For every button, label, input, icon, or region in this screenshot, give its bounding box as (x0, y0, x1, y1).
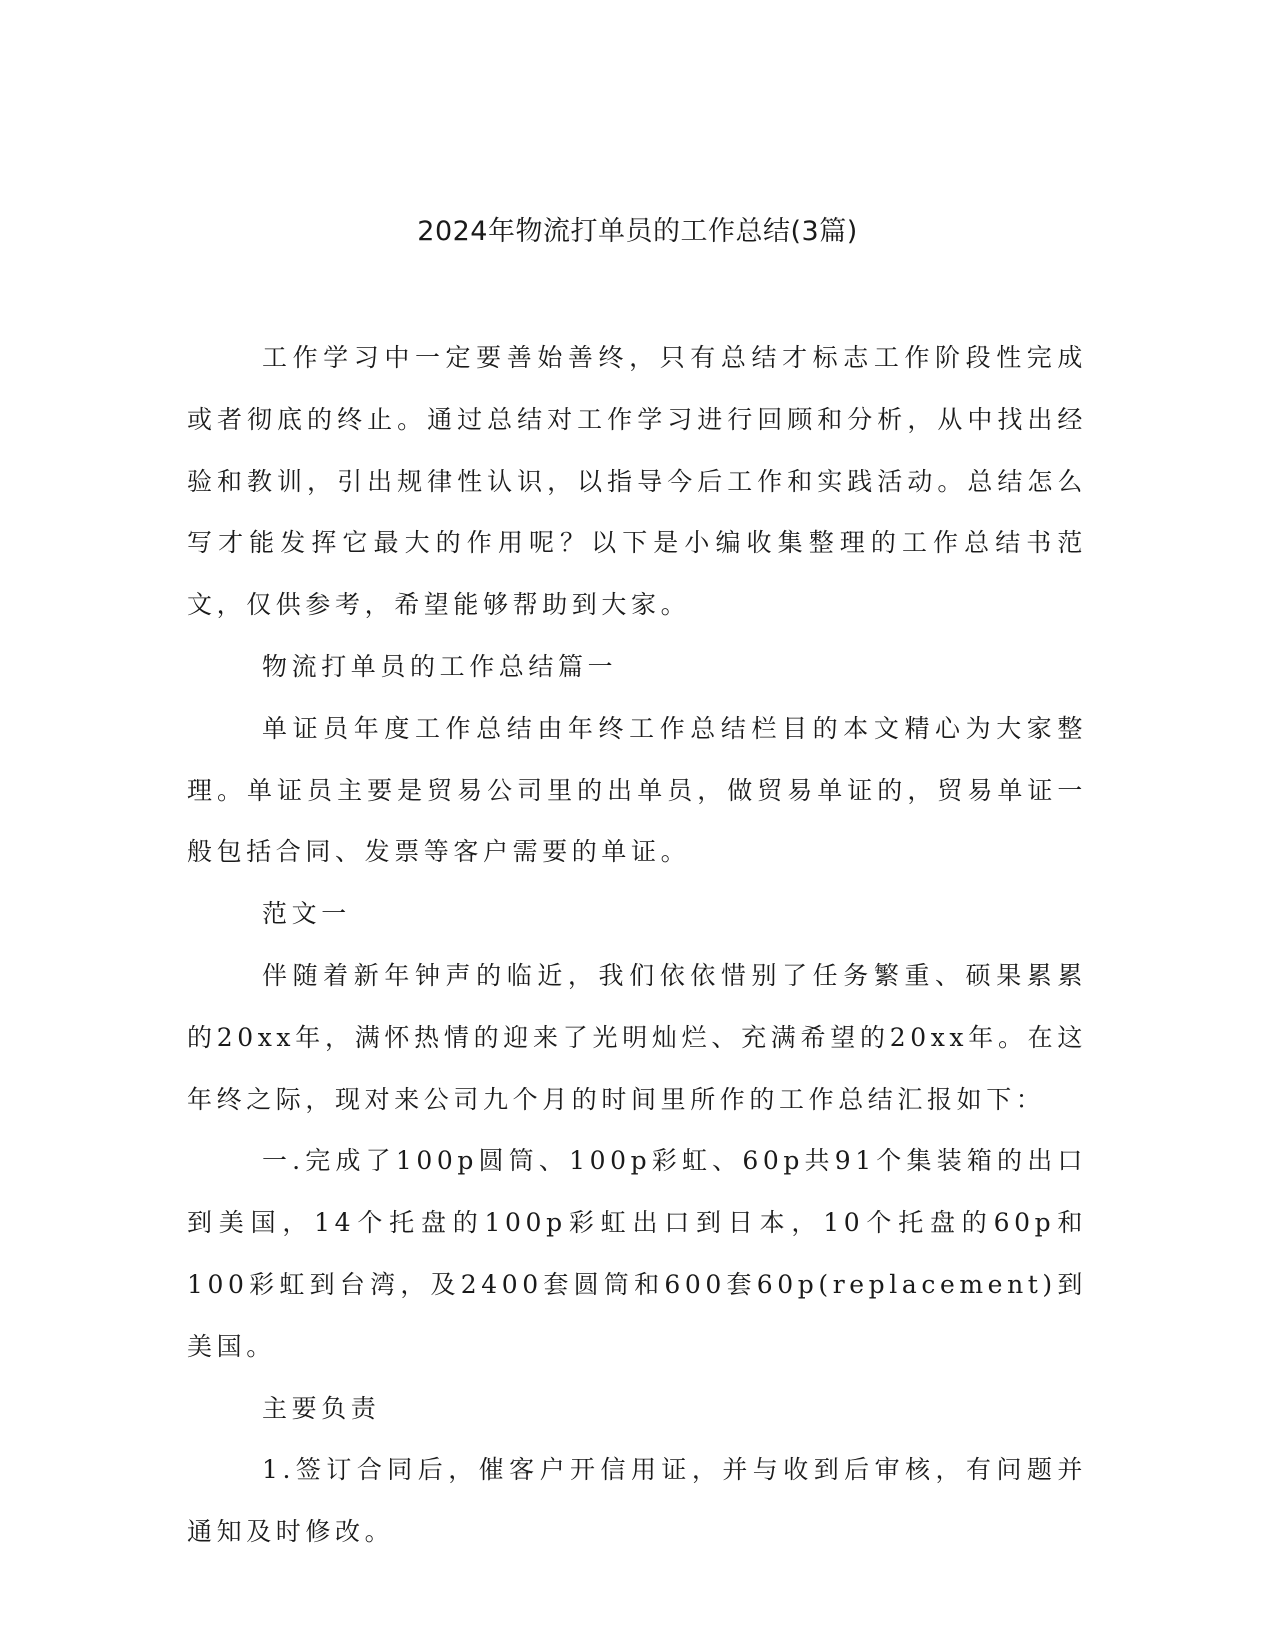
document-title: 2024年物流打单员的工作总结(3篇) (417, 216, 858, 247)
document-body (187, 327, 1087, 1563)
intro-paragraph: 工作学习中一定要善始善终，只有总结才标志工作阶段性完成或者彻底的终止。通过总结对工作学习进行回顾和分析，从中找出经验和教训，引出规律性认识，以指导今后工作和实践活动。总结怎么写才能发挥它最大的作用呢？以下是小编收集整理的工作总结书范文，仅供参考，希望能够帮助到大家。 (187, 343, 1087, 620)
duty-item-1: 1.签订合同后，催客户开信用证，并与收到后审核，有问题并通知及时修改。 (187, 1455, 1087, 1547)
sample-heading-1: 范文一 (262, 899, 351, 929)
duties-heading: 主要负责 (262, 1393, 381, 1423)
section-1-paragraph: 单证员年度工作总结由年终工作总结栏目的本文精心为大家整理。单证员主要是贸易公司里的出单员，做贸易单证的，贸易单证一般包括合同、发票等客户需要的单证。 (187, 713, 1087, 867)
sample-1-paragraph-1: 伴随着新年钟声的临近，我们依依惜别了任务繁重、硕果累累的20xx年，满怀热情的迎来了光明灿烂、充满希望的20xx年。在这年终之际，现对来公司九个月的时间里所作的工作总结汇报如下： (187, 960, 1087, 1114)
sample-1-paragraph-2: 一.完成了100p圆筒、100p彩虹、60p共91个集装箱的出口到美国，14个托盘的100p彩虹出口到日本，10个托盘的60p和100彩虹到台湾，及2400套圆筒和600套60p(replacement)到美国。 (187, 1146, 1087, 1361)
section-heading-1: 物流打单员的工作总结篇一 (262, 651, 618, 681)
